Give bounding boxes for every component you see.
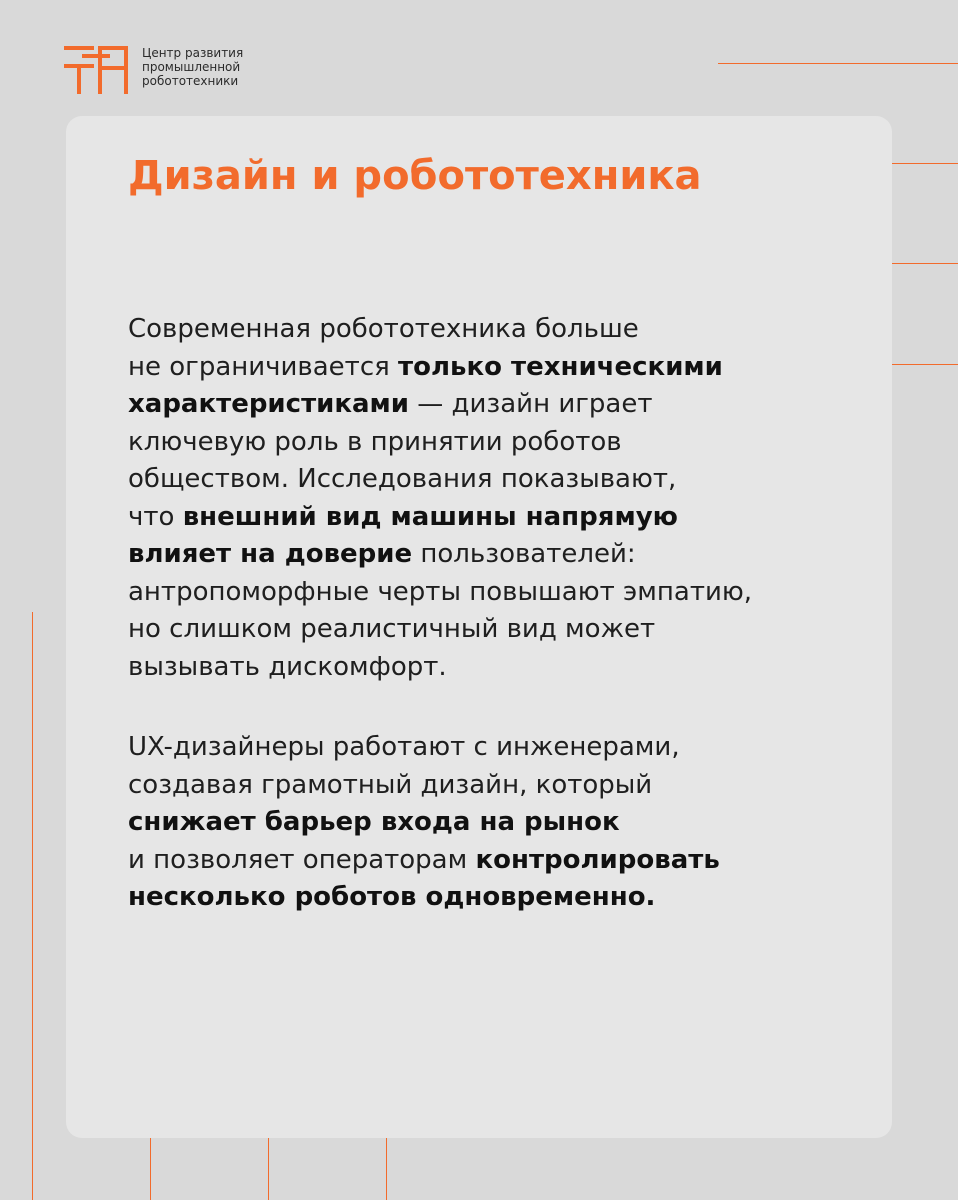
decor-line-bottom-1 — [150, 1138, 151, 1200]
decor-line-right-3 — [892, 364, 958, 365]
robotics-center-logo-icon — [64, 42, 130, 94]
body-text: — дизайн играет — [409, 389, 653, 419]
body-text: UX-дизайнеры работают с инженерами, — [128, 732, 680, 762]
brand-logo — [64, 42, 243, 94]
body-text: антропоморфные черты повышают эмпатию, — [128, 576, 753, 607]
emphasis-text: характеристиками — [128, 389, 410, 419]
emphasis-text: контролировать — [475, 844, 720, 875]
body-text: пользователей: — [412, 539, 636, 569]
decor-line-bottom-3 — [386, 1138, 387, 1200]
body-text: но слишком реалистичный вид может — [128, 614, 656, 644]
paragraph-2 — [128, 729, 720, 917]
emphasis-text: несколько роботов одновременно. — [128, 882, 656, 912]
decor-line-right-1 — [892, 163, 958, 164]
body-text: не ограничивается — [128, 351, 399, 382]
decor-line-bottom-2 — [268, 1138, 269, 1200]
brand-name — [142, 46, 243, 88]
body-text: создавая грамотный дизайн, который — [128, 769, 653, 800]
body-text: и позволяет операторам — [128, 844, 476, 875]
decor-line-top-right — [718, 63, 958, 64]
body-text: что — [128, 501, 183, 532]
emphasis-text: снижает барьер входа на рынок — [128, 807, 620, 837]
decor-line-right-2 — [892, 263, 958, 264]
paragraph-1 — [128, 311, 752, 686]
brand-name-line-1: Центр развития — [142, 46, 244, 60]
emphasis-text: влияет на доверие — [128, 539, 413, 569]
body-text: Современная робототехника больше — [128, 314, 639, 344]
brand-name-line-3: робототехники — [142, 74, 239, 88]
body-text: ключевую роль в принятии роботов — [128, 426, 622, 457]
emphasis-text: только техническими — [398, 351, 723, 382]
emphasis-text: внешний вид машины напрямую — [182, 501, 678, 532]
decor-line-left — [32, 612, 33, 1200]
brand-name-line-2: промышленной — [142, 60, 241, 74]
card-title: Дизайн и робототехника — [128, 153, 702, 199]
body-text: вызывать дискомфорт. — [128, 651, 447, 682]
content-card — [66, 116, 892, 1138]
body-text: обществом. Исследования показывают, — [128, 464, 677, 494]
